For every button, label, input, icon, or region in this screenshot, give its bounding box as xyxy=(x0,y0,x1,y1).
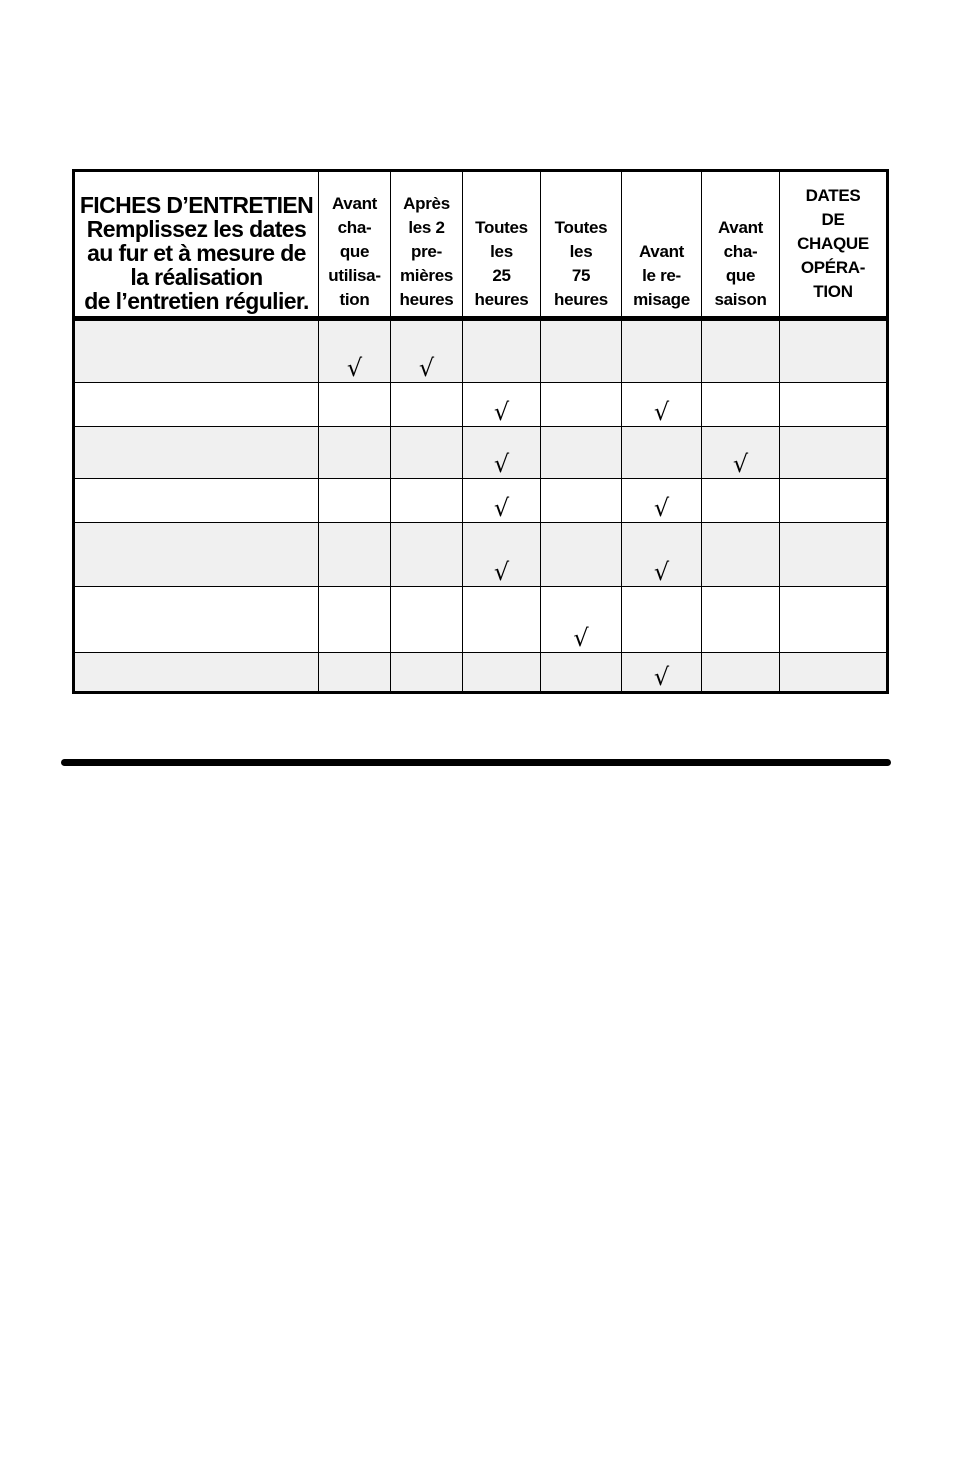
table-row xyxy=(74,653,888,693)
schedule-cell xyxy=(319,383,391,427)
schedule-cell xyxy=(463,587,541,653)
operation-date-cell xyxy=(780,523,888,587)
schedule-cell xyxy=(463,383,541,427)
check-mark-icon: √ xyxy=(418,354,435,382)
header-row xyxy=(74,171,888,319)
schedule-cell xyxy=(702,479,780,523)
schedule-cell xyxy=(391,653,463,693)
table-row xyxy=(74,523,888,587)
schedule-cell xyxy=(391,587,463,653)
check-mark-icon: √ xyxy=(493,398,510,426)
schedule-cell xyxy=(541,479,622,523)
schedule-cell xyxy=(622,319,702,383)
column-header-toutes-25-heures: Toutes les 25 heures xyxy=(463,171,541,319)
table-row xyxy=(74,319,888,383)
check-mark-icon: √ xyxy=(732,450,749,478)
schedule-cell xyxy=(391,383,463,427)
operation-date-cell xyxy=(780,427,888,479)
check-mark-icon: √ xyxy=(346,354,363,382)
check-mark-icon: √ xyxy=(653,494,670,522)
schedule-cell xyxy=(702,653,780,693)
operation-date-cell xyxy=(780,653,888,693)
schedule-cell xyxy=(702,319,780,383)
schedule-cell xyxy=(541,383,622,427)
maintenance-task-cell xyxy=(74,383,319,427)
schedule-cell xyxy=(702,587,780,653)
operation-date-cell xyxy=(780,383,888,427)
column-header-dates: DATES DE CHAQUE OPÉRA- TION xyxy=(780,171,888,319)
maintenance-task-cell xyxy=(74,653,319,693)
schedule-cell xyxy=(391,479,463,523)
maintenance-task-cell xyxy=(74,319,319,383)
schedule-cell xyxy=(391,523,463,587)
schedule-cell xyxy=(319,523,391,587)
schedule-cell xyxy=(463,653,541,693)
schedule-cell xyxy=(541,587,622,653)
schedule-cell xyxy=(463,319,541,383)
schedule-cell xyxy=(622,523,702,587)
operation-date-cell xyxy=(780,319,888,383)
column-header-avant-remisage: Avant le re- misage xyxy=(622,171,702,319)
table-row xyxy=(74,427,888,479)
schedule-cell xyxy=(702,523,780,587)
maintenance-task-cell xyxy=(74,523,319,587)
column-header-avant-chaque-saison: Avant cha- que saison xyxy=(702,171,780,319)
schedule-cell xyxy=(622,653,702,693)
schedule-cell xyxy=(622,587,702,653)
schedule-cell xyxy=(463,523,541,587)
table-title: FICHES D’ENTRETIEN Remplissez les dates au fur et à mesure de la réalisation de l’entretien régulier. xyxy=(74,171,319,319)
check-mark-icon: √ xyxy=(653,663,670,691)
schedule-cell xyxy=(702,383,780,427)
schedule-cell xyxy=(541,523,622,587)
schedule-cell xyxy=(541,653,622,693)
schedule-cell xyxy=(702,427,780,479)
operation-date-cell xyxy=(780,479,888,523)
table-body xyxy=(74,319,888,693)
table-row xyxy=(74,587,888,653)
schedule-cell xyxy=(622,427,702,479)
check-mark-icon: √ xyxy=(493,494,510,522)
schedule-cell xyxy=(622,479,702,523)
schedule-cell xyxy=(622,383,702,427)
check-mark-icon: √ xyxy=(493,558,510,586)
column-header-apres-2-premieres-heures: Après les 2 pre- mières heures xyxy=(391,171,463,319)
schedule-cell xyxy=(319,319,391,383)
check-mark-icon: √ xyxy=(653,558,670,586)
maintenance-task-cell xyxy=(74,427,319,479)
schedule-cell xyxy=(319,479,391,523)
section-divider xyxy=(61,759,891,766)
operation-date-cell xyxy=(780,587,888,653)
check-mark-icon: √ xyxy=(493,450,510,478)
schedule-cell xyxy=(541,319,622,383)
check-mark-icon: √ xyxy=(573,624,589,652)
table-row xyxy=(74,479,888,523)
schedule-cell xyxy=(319,427,391,479)
schedule-cell xyxy=(319,587,391,653)
table-row xyxy=(74,383,888,427)
maintenance-task-cell xyxy=(74,587,319,653)
schedule-cell xyxy=(541,427,622,479)
check-mark-icon: √ xyxy=(653,398,670,426)
schedule-cell xyxy=(391,319,463,383)
column-header-avant-chaque-utilisation: Avant cha- que utilisa- tion xyxy=(319,171,391,319)
maintenance-task-cell xyxy=(74,479,319,523)
column-header-toutes-75-heures: Toutes les 75 heures xyxy=(541,171,622,319)
schedule-cell xyxy=(463,479,541,523)
schedule-cell xyxy=(391,427,463,479)
schedule-cell xyxy=(463,427,541,479)
schedule-cell xyxy=(319,653,391,693)
maintenance-schedule-table xyxy=(72,169,889,694)
